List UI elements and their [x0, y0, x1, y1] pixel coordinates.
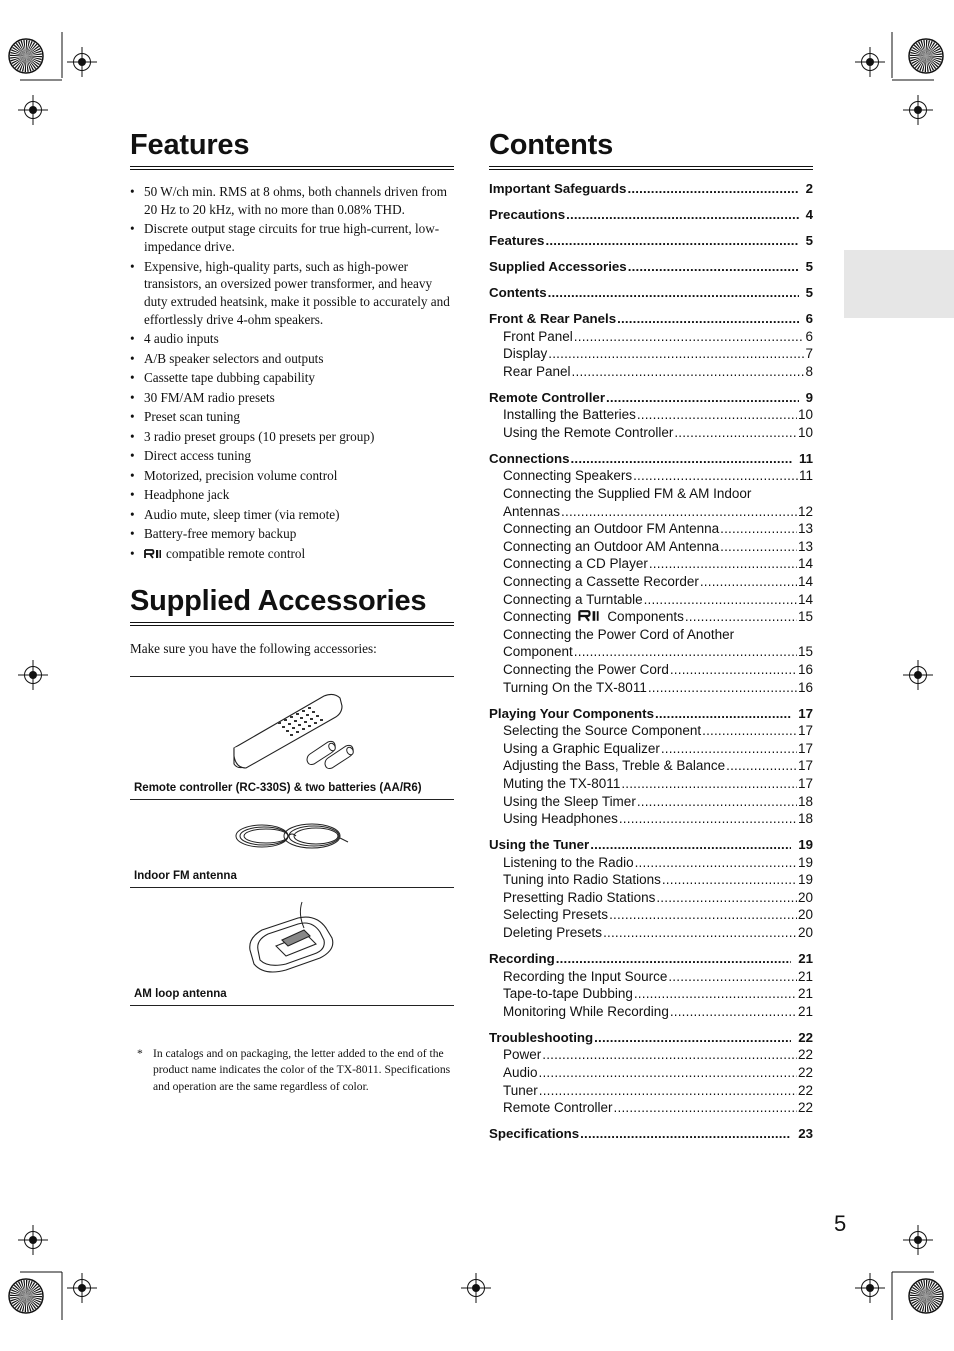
toc-title: Audio [503, 1065, 538, 1081]
toc-entry [489, 985, 813, 1003]
toc-page: 22 [797, 1047, 813, 1063]
toc-entry [489, 573, 813, 591]
accessories-rule-1 [130, 799, 454, 800]
toc-title: Features [489, 232, 545, 248]
toc-leader [614, 1099, 797, 1117]
starburst-mark [909, 1279, 943, 1313]
toc-title: Display [503, 346, 548, 362]
accessories-heading: Supplied Accessories [130, 585, 427, 617]
toc-title: Remote Controller [503, 1100, 613, 1116]
feature-item [130, 447, 456, 465]
toc-entry [489, 793, 813, 811]
toc-section [489, 705, 813, 723]
feature-item [130, 220, 456, 256]
toc-title: Recording the Input Source [503, 968, 668, 984]
toc-title: Connecting an Outdoor FM Antenna [503, 521, 720, 537]
toc-page: 22 [797, 1100, 813, 1116]
toc-section [489, 180, 813, 198]
toc-title: Power [503, 1047, 542, 1063]
features-heading-rule [130, 166, 454, 170]
toc-entry [489, 854, 813, 872]
toc-page: 18 [797, 793, 813, 809]
toc-entry [489, 1003, 813, 1021]
toc-leader [574, 643, 797, 661]
toc-title: Connecting a CD Player [503, 556, 648, 572]
toc-leader [609, 906, 797, 924]
toc-page: 4 [805, 206, 813, 222]
starburst-mark [9, 1279, 43, 1313]
toc-page: 17 [797, 758, 813, 774]
feature-item-text: Cassette tape dubbing capability [144, 370, 316, 386]
toc-title: Presetting Radio Stations [503, 889, 656, 905]
toc-entry [489, 608, 813, 626]
feature-item-text: 50 W/ch min. RMS at 8 ohms, both channels driven from 20 Hz to 20 kHz, with no more than 0.08% THD. [144, 184, 448, 217]
toc-page: 22 [798, 1029, 813, 1045]
feature-item [130, 183, 456, 219]
feature-item [130, 428, 456, 446]
feature-item [130, 467, 456, 485]
toc-page: 15 [797, 644, 813, 660]
toc-entry [489, 520, 813, 538]
toc-title: Supplied Accessories [489, 258, 627, 274]
contents-heading-rule [489, 166, 813, 170]
toc-leader [617, 310, 799, 328]
accessory-label-am: AM loop antenna [134, 988, 227, 1000]
toc-leader [670, 1003, 797, 1021]
feature-item [130, 389, 456, 407]
toc-title: Front Panel [503, 328, 573, 344]
toc-entry [489, 661, 813, 679]
feature-item-text: Expensive, high-quality parts, such as high-power transistors, an oversized power transformer, and heavy duty extruded heatsink, make it possible to accurately and effortlessly drive 4-ohm speakers. [144, 258, 450, 327]
accessories-intro: Make sure you have the following accessories: [130, 641, 377, 656]
ri-logo-icon [577, 610, 601, 622]
toc-leader [648, 679, 797, 697]
feature-item-text: Battery-free memory backup [144, 526, 297, 542]
toc-title: Connecting a Turntable [503, 591, 643, 607]
feature-item-text: A/B speaker selectors and outputs [144, 350, 324, 366]
toc-page: 17 [797, 775, 813, 791]
toc-title: Remote Controller [489, 389, 605, 405]
toc-page: 10 [797, 407, 813, 423]
chapter-tab [844, 250, 954, 318]
toc-entry [489, 740, 813, 758]
toc-title: Important Safeguards [489, 181, 627, 196]
toc-title: Specifications [489, 1126, 580, 1142]
toc-page: 19 [797, 854, 813, 870]
toc-page: 19 [798, 837, 813, 853]
toc-page: 14 [797, 556, 813, 572]
toc-leader [637, 793, 797, 811]
toc-title: Front & Rear Panels [489, 310, 617, 326]
toc-page: 8 [805, 363, 813, 379]
toc-entry [489, 757, 813, 775]
toc-entry [489, 643, 813, 661]
toc-entry [489, 503, 813, 521]
toc-entry [489, 775, 813, 793]
toc-page: 7 [805, 346, 813, 362]
toc-title: Connecting an Outdoor AM Antenna [503, 538, 720, 554]
toc-leader [644, 591, 797, 609]
toc-leader [674, 424, 797, 442]
toc-page: 14 [797, 574, 813, 590]
toc-entry [489, 679, 813, 697]
toc-leader [556, 950, 791, 968]
toc-section [489, 284, 813, 302]
feature-item-text: 4 audio inputs [144, 331, 219, 347]
toc-section [489, 258, 813, 276]
feature-item-text: 3 radio preset groups (10 presets per group) [144, 428, 375, 444]
toc-page: 12 [797, 503, 813, 519]
toc-leader [656, 889, 797, 907]
toc-page: 17 [797, 740, 813, 756]
toc-entry [489, 363, 813, 381]
toc-title: Connections [489, 450, 570, 466]
toc-leader [603, 924, 797, 942]
toc-leader [649, 555, 797, 573]
toc-leader [655, 705, 791, 723]
feature-item-text: Audio mute, sleep timer (via remote) [144, 506, 340, 522]
toc-page: 6 [805, 310, 813, 326]
toc-page: 17 [797, 723, 813, 739]
toc-leader [548, 284, 799, 302]
toc-leader [561, 503, 797, 521]
toc-title: Connecting [503, 609, 572, 625]
toc-title: Muting the TX-8011 [503, 775, 621, 791]
toc-entry [489, 555, 813, 573]
feature-item [130, 525, 456, 543]
toc-page: 11 [798, 468, 813, 484]
toc-entry-first-line: Connecting the Supplied FM & AM Indoor [503, 486, 752, 502]
toc-leader [670, 661, 797, 679]
toc-entry [489, 1099, 813, 1117]
toc-page: 2 [805, 181, 813, 196]
toc-section [489, 310, 813, 328]
feature-item-text: Preset scan tuning [144, 409, 240, 425]
toc-page: 15 [797, 609, 813, 625]
accessories-top-rule [130, 676, 454, 677]
toc-page: 19 [797, 872, 813, 888]
toc-entry [489, 424, 813, 442]
feature-item [130, 350, 456, 368]
toc-leader [545, 232, 798, 250]
toc-title: Troubleshooting [489, 1029, 594, 1045]
toc-title: Selecting Presets [503, 907, 609, 923]
toc-section [489, 389, 813, 407]
toc-title: Deleting Presets [503, 925, 603, 941]
feature-item-text: compatible remote control [166, 545, 306, 561]
toc-page: 11 [798, 450, 813, 466]
footnote-mark: * [137, 1047, 143, 1060]
toc-entry [489, 1064, 813, 1082]
toc-leader [574, 328, 805, 346]
feature-item [130, 369, 456, 387]
toc-page: 5 [805, 232, 813, 248]
toc-page: 21 [798, 951, 813, 967]
am-loop-antenna-illustration [246, 898, 346, 978]
toc-entry [489, 1046, 813, 1064]
toc-title: Using a Graphic Equalizer [503, 740, 660, 756]
toc-title: Connecting Speakers [503, 468, 633, 484]
accessory-label-fm: Indoor FM antenna [134, 870, 237, 882]
toc-entry [489, 538, 813, 556]
toc-leader [594, 1029, 791, 1047]
toc-title: Selecting the Source Component [503, 723, 702, 739]
toc-leader [633, 467, 798, 485]
accessory-label-remote: Remote controller (RC-330S) & two batteries (AA/R6) [134, 782, 422, 794]
toc-page: 16 [797, 679, 813, 695]
toc-title: Recording [489, 951, 555, 967]
feature-item [130, 408, 456, 426]
toc-leader [637, 406, 797, 424]
toc-entry [489, 906, 813, 924]
toc-title: Connecting a Cassette Recorder [503, 574, 699, 590]
toc-leader [720, 520, 797, 538]
toc-leader [548, 345, 804, 363]
toc-page: 21 [797, 968, 813, 984]
remote-controller-illustration [228, 690, 368, 776]
contents-heading: Contents [489, 129, 614, 161]
toc-title: Monitoring While Recording [503, 1003, 669, 1019]
toc-entry [489, 1082, 813, 1100]
toc-page: 16 [797, 661, 813, 677]
page-number: 5 [834, 1211, 847, 1236]
fm-antenna-illustration [232, 818, 352, 854]
toc-entry [489, 871, 813, 889]
feature-item [130, 486, 456, 504]
toc-title: Turning On the TX-8011 [503, 679, 647, 695]
toc-entry [489, 722, 813, 740]
toc-title: Tape-to-tape Dubbing [503, 986, 633, 1002]
toc-leader [580, 1125, 791, 1143]
toc-page: 18 [797, 811, 813, 827]
toc-leader [700, 573, 797, 591]
toc-leader [542, 1046, 797, 1064]
toc-title: Using the Remote Controller [503, 424, 674, 440]
table-of-contents [489, 180, 813, 1143]
toc-leader [539, 1064, 797, 1082]
feature-item [130, 506, 456, 524]
feature-item-text: Direct access tuning [144, 448, 251, 464]
toc-title: Using the Tuner [489, 837, 590, 853]
features-heading: Features [130, 129, 250, 161]
toc-leader [571, 450, 792, 468]
toc-leader [661, 740, 797, 758]
toc-page: 5 [805, 258, 813, 274]
toc-page: 20 [797, 907, 813, 923]
toc-page: 9 [805, 389, 813, 405]
toc-section [489, 206, 813, 224]
toc-title: Connecting the Power Cord [503, 661, 669, 677]
toc-title: Antennas [503, 503, 561, 519]
toc-leader [726, 757, 797, 775]
ri-logo-icon [144, 549, 162, 559]
toc-leader [619, 810, 797, 828]
toc-page: 14 [797, 591, 813, 607]
toc-title: Contents [489, 284, 547, 300]
toc-page: 22 [797, 1082, 813, 1098]
starburst-mark [9, 39, 43, 73]
toc-page: 13 [797, 538, 813, 554]
toc-page: 5 [805, 284, 813, 300]
toc-leader [627, 180, 798, 198]
toc-title: Using Headphones [503, 811, 618, 827]
toc-page: 17 [798, 705, 813, 721]
accessories-bottom-rule [130, 1005, 454, 1006]
toc-leader [628, 258, 799, 276]
toc-entry [489, 328, 813, 346]
starburst-mark [909, 39, 943, 73]
toc-page: 21 [797, 986, 813, 1002]
toc-page: 13 [797, 521, 813, 537]
toc-entry [489, 591, 813, 609]
toc-section [489, 1029, 813, 1047]
toc-section [489, 450, 813, 468]
toc-title-cont: Components [607, 609, 684, 625]
toc-entry [489, 467, 813, 485]
toc-leader [685, 608, 797, 626]
toc-entry [489, 924, 813, 942]
toc-page: 20 [797, 925, 813, 941]
toc-entry [489, 345, 813, 363]
toc-entry-first-line: Connecting the Power Cord of Another [503, 626, 735, 642]
toc-entry [489, 968, 813, 986]
toc-entry [489, 406, 813, 424]
toc-leader [621, 775, 797, 793]
toc-title: Using the Sleep Timer [503, 793, 636, 809]
footnote-text: In catalogs and on packaging, the letter added to the end of the product name indicates the color of the TX-8011. Specifications and operation are the same regardless of color. [153, 1047, 451, 1093]
toc-section [489, 950, 813, 968]
accessories-rule-2 [130, 887, 454, 888]
toc-leader [539, 1082, 797, 1100]
toc-leader [702, 722, 797, 740]
toc-page: 10 [797, 424, 813, 440]
feature-item [130, 545, 456, 563]
toc-title: Playing Your Components [489, 705, 654, 721]
toc-title: Tuning into Radio Stations [503, 872, 661, 888]
toc-title: Listening to the Radio [503, 854, 634, 870]
toc-leader [668, 968, 797, 986]
toc-leader [662, 871, 797, 889]
toc-entry [489, 889, 813, 907]
toc-leader [606, 389, 799, 407]
toc-page: 20 [797, 889, 813, 905]
toc-page: 6 [805, 328, 813, 344]
toc-entry [489, 810, 813, 828]
feature-item-text: Motorized, precision volume control [144, 467, 338, 483]
features-list [130, 183, 456, 564]
toc-page: 22 [797, 1065, 813, 1081]
accessories-heading-rule [130, 622, 454, 626]
toc-title: Rear Panel [503, 363, 571, 379]
toc-leader [572, 363, 805, 381]
toc-title: Tuner [503, 1082, 538, 1098]
feature-item [130, 330, 456, 348]
toc-title: Component [503, 644, 573, 660]
toc-title: Precautions [489, 206, 566, 222]
toc-leader [720, 538, 797, 556]
toc-title: Adjusting the Bass, Treble & Balance [503, 758, 726, 774]
feature-item-text: Headphone jack [144, 487, 230, 503]
toc-section [489, 1125, 813, 1143]
toc-leader [566, 206, 798, 224]
color-footnote [137, 1046, 455, 1095]
toc-page: 23 [798, 1126, 813, 1142]
toc-section [489, 836, 813, 854]
feature-item-text: 30 FM/AM radio presets [144, 389, 275, 405]
toc-leader [634, 985, 797, 1003]
feature-item-text: Discrete output stage circuits for true high-current, low-impedance drive. [144, 221, 440, 255]
toc-leader [590, 836, 791, 854]
toc-section [489, 232, 813, 250]
toc-leader [635, 854, 797, 872]
feature-item [130, 258, 456, 329]
toc-page: 21 [797, 1003, 813, 1019]
toc-title: Installing the Batteries [503, 407, 636, 423]
